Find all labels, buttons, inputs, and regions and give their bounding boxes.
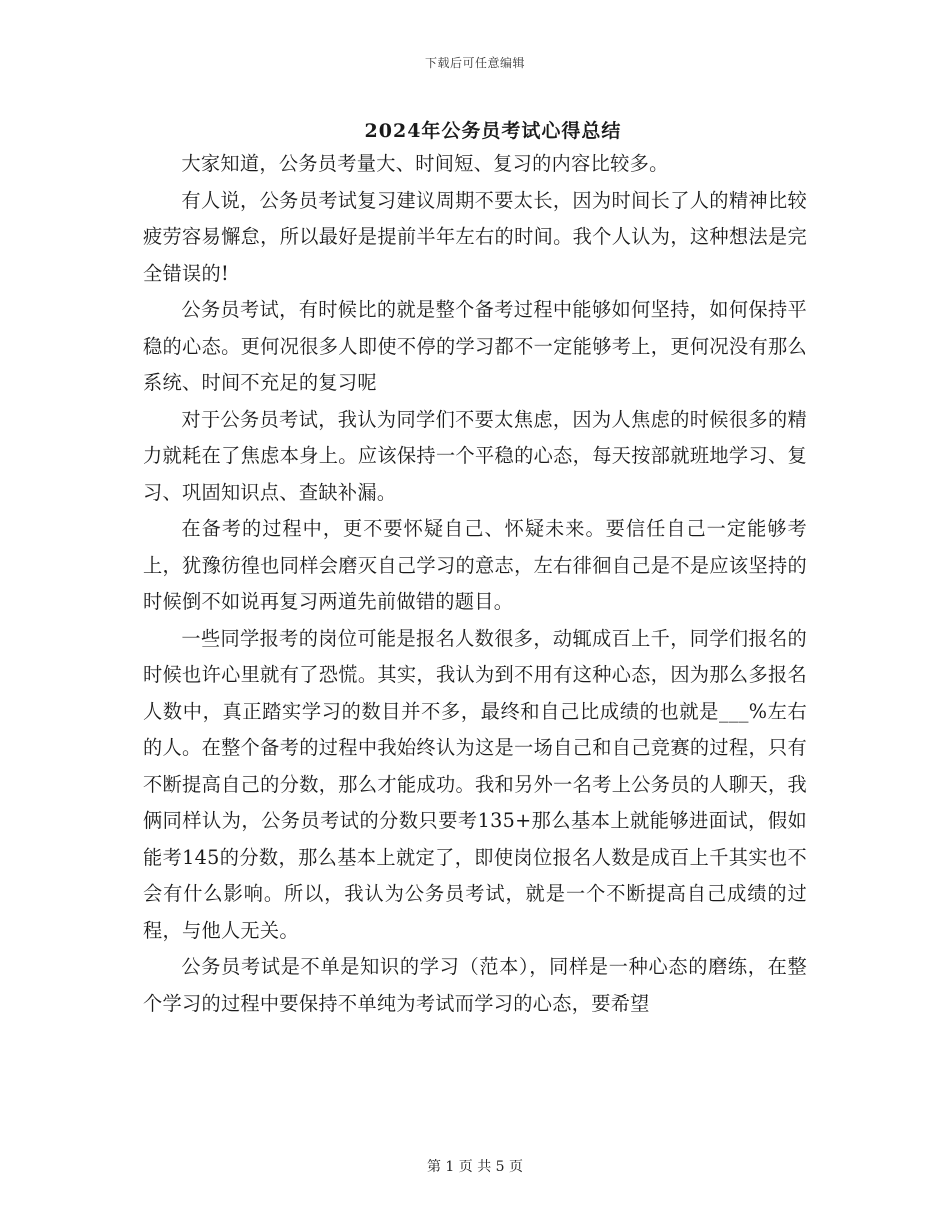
download-note: 下载后可任意编辑 — [424, 56, 525, 70]
paragraph-4: 对于公务员考试，我认为同学们不要太焦虑，因为人焦虑的时候很多的精力就耗在了焦虑本身上。应该保持一个平稳的心态，每天按部就班地学习、复习、巩固知识点、查缺补漏。 — [143, 407, 807, 504]
page-number: 第 1 页 共 5 页 — [426, 1159, 524, 1175]
paragraph-3: 公务员考试，有时候比的就是整个备考过程中能够如何坚持，如何保持平稳的心态。更何况很多人即使不停的学习都不一定能够考上，更何况没有那么系统、时间不充足的复习呢 — [143, 298, 807, 394]
document-body — [143, 146, 807, 1022]
paragraph-2: 有人说，公务员考试复习建议周期不要太长，因为时间长了人的精神比较疲劳容易懈怠，所以最好是提前半年左右的时间。我个人认为，这种想法是完全错误的! — [143, 188, 807, 285]
paragraph-5: 在备考的过程中，更不要怀疑自己、怀疑未来。要信任自己一定能够考上，犹豫彷徨也同样会磨灭自己学习的意志，左右徘徊自己是不是应该坚持的时候倒不如说再复习两道先前做错的题目。 — [143, 517, 807, 613]
paragraph-1: 大家知道，公务员考量大、时间短、复习的内容比较多。 — [181, 152, 669, 175]
paragraph-7: 公务员考试是不单是知识的学习（范本），同样是一种心态的磨练，在整个学习的过程中要保持不单纯为考试而学习的心态，要希望 — [143, 955, 807, 1015]
document-title: 2024年公务员考试心得总结 — [364, 120, 622, 142]
paragraph-6: 一些同学报考的岗位可能是报名人数很多，动辄成百上千，同学们报名的时候也许心里就有了恐慌。其实，我认为到不用有这种心态，因为那么多报名人数中，真正踏实学习的数目并不多，最终和自己比成绩的也就是___%左右的人。在整个备考的过程中我始终认为这是一场自己和自己竞赛的过程，只有不断提高自己的分数，那么才能成功。我和另外一名考上公务员的人聊天，我俩同样认为，公务员考试的分数只要考135+那么基本上就能够进面试，假如能考145的分数，那么基本上就定了，即使岗位报名人数是成百上千其实也不会有什么影响。所以，我认为公务员考试，就是一个不断提高自己成绩的过程，与他人无关。 — [143, 626, 807, 942]
